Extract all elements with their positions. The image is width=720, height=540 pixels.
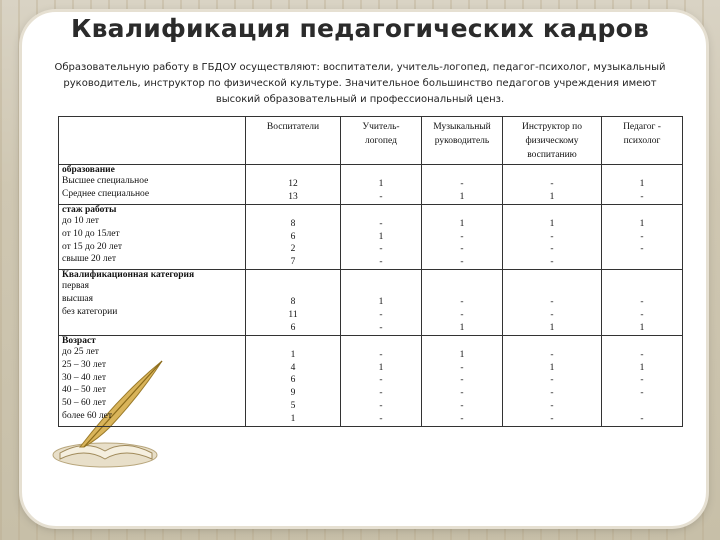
- table-row: [59, 204, 683, 270]
- cell-value: 2: [290, 244, 296, 255]
- cell-value: -: [460, 414, 464, 425]
- value-cell: [602, 335, 683, 426]
- cell-value: -: [460, 231, 464, 242]
- row-label: первая: [62, 281, 89, 292]
- column-header-psychologist: Педагог - психолог: [602, 117, 683, 165]
- group-spacer: [605, 165, 679, 178]
- cell-value: 1: [290, 349, 296, 360]
- column-header-educators: Воспитатели: [246, 117, 341, 165]
- row-label: от 10 до 15лет: [62, 228, 120, 239]
- group-heading: Возраст: [62, 335, 96, 346]
- group-spacer: [425, 270, 499, 296]
- cell-value: -: [460, 401, 464, 412]
- cell-value: 11: [288, 309, 298, 320]
- column-header-music-director: Музыкальный руководитель: [422, 117, 503, 165]
- cell-value: -: [379, 322, 383, 333]
- value-cell: [503, 204, 602, 270]
- cell-value: 1: [639, 218, 645, 229]
- cell-value: 1: [378, 362, 384, 373]
- cell-value: -: [379, 349, 383, 360]
- group-spacer: [506, 270, 598, 296]
- cell-value: -: [460, 388, 464, 399]
- cell-value: -: [379, 375, 383, 386]
- table-header-row: [59, 117, 683, 165]
- cell-value: 1: [639, 322, 645, 333]
- table-row: [59, 270, 683, 336]
- cell-value: 1: [378, 297, 384, 308]
- row-label: 40 – 50 лет: [62, 385, 106, 396]
- cell-value: -: [460, 362, 464, 373]
- group-heading: образование: [62, 165, 115, 175]
- cell-value: -: [640, 414, 644, 425]
- group-spacer: [506, 165, 598, 178]
- value-cell: [503, 165, 602, 205]
- group-spacer: [249, 165, 337, 178]
- group-spacer: [425, 336, 499, 349]
- cell-value: 13: [288, 191, 298, 202]
- group-spacer: [249, 336, 337, 349]
- group-spacer: [344, 165, 418, 178]
- cell-value: 1: [378, 231, 384, 242]
- cell-value: 1: [459, 349, 465, 360]
- cell-value: -: [460, 375, 464, 386]
- cell-value: 6: [290, 231, 296, 242]
- cell-value: 9: [290, 388, 296, 399]
- value-cell: [246, 204, 341, 270]
- row-label: без категории: [62, 307, 118, 318]
- value-cell: [602, 165, 683, 205]
- cell-value: -: [460, 244, 464, 255]
- value-cell: [602, 270, 683, 336]
- value-cell: [422, 335, 503, 426]
- value-cell: [341, 165, 422, 205]
- row-label: Среднее специальное: [62, 188, 150, 199]
- value-cell: [341, 335, 422, 426]
- cell-value: -: [550, 244, 554, 255]
- group-heading: Квалификационная категория: [62, 270, 195, 281]
- value-cell: [602, 204, 683, 270]
- cell-value: -: [640, 231, 644, 242]
- group-spacer: [249, 270, 337, 296]
- cell-value: -: [550, 231, 554, 242]
- cell-value: -: [640, 244, 644, 255]
- page-title: Квалификация педагогических кадров: [71, 14, 649, 43]
- table-row: [59, 165, 683, 205]
- value-cell: [422, 165, 503, 205]
- cell-value: -: [379, 401, 383, 412]
- cell-value: -: [550, 297, 554, 308]
- row-label: более 60 лет: [62, 411, 112, 422]
- cell-value: -: [550, 401, 554, 412]
- table-body: [59, 165, 683, 427]
- cell-value: -: [379, 388, 383, 399]
- cell-value: 1: [549, 362, 555, 373]
- cell-value: [605, 400, 679, 413]
- cell-value: -: [460, 309, 464, 320]
- cell-value: [605, 256, 679, 269]
- group-spacer: [605, 270, 679, 296]
- cell-value: -: [550, 375, 554, 386]
- row-label: до 10 лет: [62, 215, 99, 226]
- group-spacer: [344, 336, 418, 349]
- cell-value: -: [640, 388, 644, 399]
- cell-value: 6: [290, 322, 296, 333]
- cell-value: 1: [459, 322, 465, 333]
- cell-value: -: [379, 191, 383, 202]
- row-label: 50 – 60 лет: [62, 398, 106, 409]
- column-header-speech-therapist: Учитель- логопед: [341, 117, 422, 165]
- cell-value: -: [550, 309, 554, 320]
- cell-value: 1: [639, 362, 645, 373]
- cell-value: 1: [639, 178, 645, 189]
- cell-value: 1: [549, 191, 555, 202]
- cell-value: 1: [459, 191, 465, 202]
- group-spacer: [249, 205, 337, 218]
- cell-value: -: [460, 297, 464, 308]
- value-cell: [503, 270, 602, 336]
- group-spacer: [425, 165, 499, 178]
- column-header-pe-instructor: Инструктор по физическому воспитанию: [503, 117, 602, 165]
- cell-value: -: [550, 257, 554, 268]
- cell-value: 1: [459, 218, 465, 229]
- cell-value: -: [550, 349, 554, 360]
- cell-value: -: [640, 375, 644, 386]
- row-label: свыше 20 лет: [62, 254, 116, 265]
- group-spacer: [506, 336, 598, 349]
- cell-value: 5: [290, 401, 296, 412]
- cell-value: -: [550, 388, 554, 399]
- value-cell: [503, 335, 602, 426]
- table-row: [59, 335, 683, 426]
- intro-text: Образовательную работу в ГБДОУ осуществляют: воспитатели, учитель-логопед, педагог-психолог, музыкальный руководитель, инструктор по физической культуре. Значительное большинство педагогов учреждения имеют высокий образовательный и профессиональный ценз.: [54, 62, 666, 105]
- group-spacer: [344, 270, 418, 296]
- group-spacer: [425, 205, 499, 218]
- cell-value: 12: [288, 178, 298, 189]
- cell-value: -: [640, 297, 644, 308]
- cell-value: -: [379, 309, 383, 320]
- row-label: от 15 до 20 лет: [62, 241, 122, 252]
- row-label: 30 – 40 лет: [62, 372, 106, 383]
- cell-value: 1: [290, 414, 296, 425]
- cell-value: 1: [549, 218, 555, 229]
- group-heading: стаж работы: [62, 204, 117, 215]
- cell-value: -: [640, 309, 644, 320]
- cell-value: 1: [378, 178, 384, 189]
- cell-value: -: [379, 257, 383, 268]
- cell-value: -: [460, 178, 464, 189]
- cell-value: -: [460, 257, 464, 268]
- cell-value: 4: [290, 362, 296, 373]
- value-cell: [422, 204, 503, 270]
- cell-value: -: [640, 191, 644, 202]
- row-label: 25 – 30 лет: [62, 359, 106, 370]
- group-spacer: [605, 205, 679, 218]
- value-cell: [422, 270, 503, 336]
- cell-value: -: [550, 414, 554, 425]
- group-cell: [59, 270, 246, 336]
- cell-value: -: [379, 218, 383, 229]
- cell-value: 8: [290, 218, 296, 229]
- cell-value: -: [379, 414, 383, 425]
- cell-value: 6: [290, 375, 296, 386]
- group-spacer: [344, 205, 418, 218]
- group-spacer: [605, 336, 679, 349]
- value-cell: [246, 270, 341, 336]
- group-cell: [59, 165, 246, 205]
- qualification-table: [58, 116, 683, 427]
- row-label: Высшее специальное: [62, 176, 149, 186]
- cell-value: -: [640, 349, 644, 360]
- value-cell: [341, 270, 422, 336]
- column-header-empty: [59, 117, 246, 165]
- group-cell: [59, 335, 246, 426]
- cell-value: -: [550, 178, 554, 189]
- cell-value: -: [379, 244, 383, 255]
- value-cell: [246, 335, 341, 426]
- value-cell: [246, 165, 341, 205]
- cell-value: 8: [290, 297, 296, 308]
- group-cell: [59, 204, 246, 270]
- row-label: высшая: [62, 294, 93, 305]
- row-label: до 25 лет: [62, 346, 99, 357]
- cell-value: 7: [290, 257, 296, 268]
- value-cell: [341, 204, 422, 270]
- group-spacer: [506, 205, 598, 218]
- cell-value: 1: [549, 322, 555, 333]
